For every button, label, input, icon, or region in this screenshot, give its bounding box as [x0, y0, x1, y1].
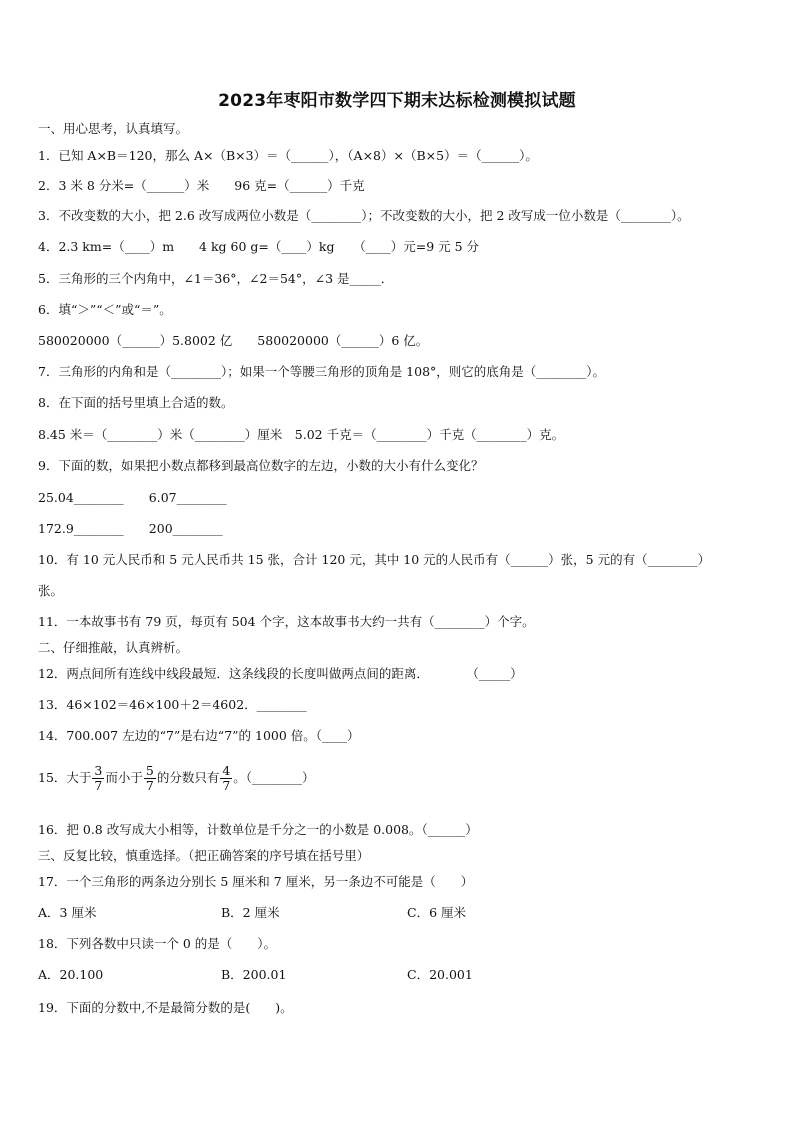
- question-13: 13．46×102＝46×100＋2＝4602．________: [38, 697, 307, 712]
- question-10: 10．有 10 元人民币和 5 元人民币共 15 张，合计 120 元，其中 10 元的人民币有（______）张，5 元的有（________）: [38, 552, 711, 567]
- question-15-suffix: 。（________）: [233, 770, 315, 785]
- question-9: 9．下面的数，如果把小数点都移到最高位数字的左边，小数的大小有什么变化？: [38, 458, 484, 473]
- question-15-middle: 而小于: [105, 770, 143, 785]
- page-title: 2023年枣阳市数学四下期末达标检测模拟试题: [218, 91, 576, 111]
- question-1: 1．已知 A×B＝120，那么 A×（B×3）＝（______），（A×8）×（B×5）＝（______）。: [38, 148, 538, 163]
- fraction-denominator: 7: [222, 778, 231, 793]
- fraction-5-7: [144, 764, 156, 793]
- option-a: A．20.100: [38, 967, 104, 982]
- question-19: 19．下面的分数中,不是最简分数的是( )。: [38, 1000, 293, 1015]
- fraction-denominator: 7: [94, 778, 103, 793]
- question-7: 7．三角形的内角和是（________）；如果一个等腰三角形的顶角是 108°，则它的底角是（________）。: [38, 364, 606, 379]
- option-c: C．20.001: [407, 967, 473, 982]
- fraction-3-7: [92, 764, 104, 793]
- option-a: A．3 厘米: [38, 905, 97, 920]
- question-9-row-1: 25.04________ 6.07________: [38, 490, 227, 505]
- question-10-continued: 张。: [38, 583, 64, 598]
- question-15: [38, 762, 315, 794]
- question-6: 6．填“＞”“＜”或“＝”。: [38, 302, 172, 317]
- section-heading-2: 二、仔细推敲，认真辨析。: [38, 640, 189, 655]
- fraction-numerator: 3: [94, 763, 103, 778]
- option-c: C．6 厘米: [407, 905, 466, 920]
- question-11: 11．一本故事书有 79 页，每页有 504 个字，这本故事书大约一共有（________）个字。: [38, 614, 535, 629]
- question-2: 2．3 米 8 分米=（______）米 96 克=（______）千克: [38, 178, 365, 193]
- question-15-middle-2: 的分数只有: [156, 770, 220, 785]
- question-12: 12．两点间所有连线中线段最短．这条线段的长度叫做两点间的距离． （_____）: [38, 666, 523, 681]
- question-15-prefix: 15．大于: [38, 770, 92, 785]
- question-3: 3．不改变数的大小，把 2.6 改写成两位小数是（________）；不改变数的大小，把 2 改写成一位小数是（________）。: [38, 208, 690, 223]
- fraction-numerator: 4: [222, 763, 231, 778]
- question-14: 14．700.007 左边的“7”是右边“7”的 1000 倍。（____）: [38, 728, 360, 743]
- question-17: 17．一个三角形的两条边分别长 5 厘米和 7 厘米，另一条边不可能是（ ）: [38, 874, 474, 889]
- question-8-items: 8.45 米＝（________）米（________）厘米 5.02 千克＝（________）千克（________）克。: [38, 427, 565, 442]
- fraction-numerator: 5: [145, 763, 154, 778]
- question-6-items: 580020000（______）5.8002 亿 580020000（______）6 亿。: [38, 333, 429, 348]
- question-4: 4．2.3 km=（____）m 4 kg 60 g=（____）kg （____）元=9 元 5 分: [38, 239, 480, 254]
- question-16: 16．把 0.8 改写成大小相等，计数单位是千分之一的小数是 0.008。（______）: [38, 822, 478, 837]
- question-8: 8．在下面的括号里填上合适的数。: [38, 395, 234, 410]
- question-18: 18．下列各数中只读一个 0 的是（ ）。: [38, 936, 277, 951]
- section-heading-1: 一、用心思考，认真填写。: [38, 121, 189, 136]
- option-b: B．200.01: [221, 967, 287, 982]
- section-heading-3: 三、反复比较，慎重选择。（把正确答案的序号填在括号里）: [38, 848, 370, 863]
- option-b: B．2 厘米: [221, 905, 280, 920]
- question-9-row-2: 172.9________ 200________: [38, 521, 223, 536]
- fraction-denominator: 7: [145, 778, 154, 793]
- question-5: 5．三角形的三个内角中，∠1＝36°，∠2＝54°，∠3 是_____．: [38, 271, 394, 286]
- fraction-4-7: [220, 764, 232, 793]
